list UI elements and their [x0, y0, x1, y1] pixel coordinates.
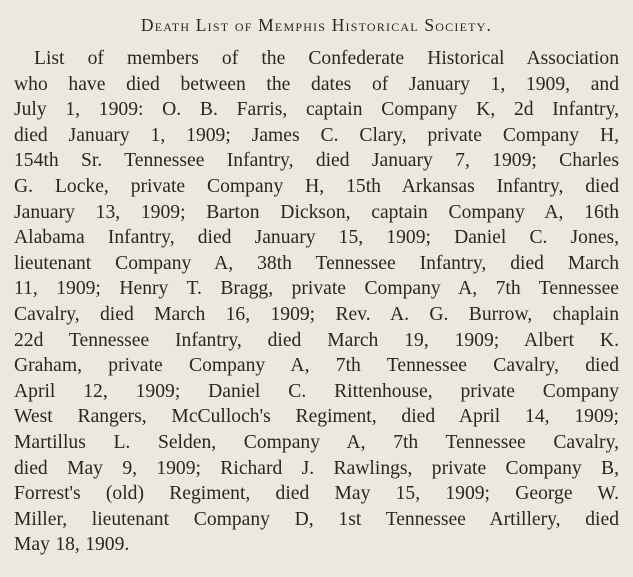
text-line: 22d Tennessee Infantry, died March 19, 1909; Albert K. [14, 329, 619, 351]
text-line: Alabama Infantry, died January 15, 1909; Daniel C. Jones, [14, 227, 619, 249]
text-line: died May 9, 1909; Richard J. Rawlings, private Company B, [14, 457, 619, 479]
text-line: Forrest's (old) Regiment, died May 15, 1909; George W. [14, 483, 619, 505]
text-line: Graham, private Company A, 7th Tennessee Cavalry, died [14, 355, 619, 377]
text-line: West Rangers, McCulloch's Regiment, died April 14, 1909; [14, 406, 619, 428]
text-line: G. Locke, private Company H, 15th Arkansas Infantry, died [14, 175, 619, 197]
document-title: Death List of Memphis Historical Society. [140, 15, 493, 35]
text-line: April 12, 1909; Daniel C. Rittenhouse, private Company [14, 380, 619, 402]
text-line: July 1, 1909: O. B. Farris, captain Company K, 2d Infantry, [14, 99, 619, 121]
text-line: 11, 1909; Henry T. Bragg, private Company A, 7th Tennessee [14, 278, 619, 300]
text-line: 154th Sr. Tennessee Infantry, died January 7, 1909; Charles [14, 150, 619, 172]
text-line: lieutenant Company A, 38th Tennessee Infantry, died March [14, 252, 619, 274]
text-line: List of members of the Confederate Historical Association [34, 48, 619, 69]
text-line: Martillus L. Selden, Company A, 7th Tennessee Cavalry, [14, 431, 619, 453]
text-line: died January 1, 1909; James C. Clary, private Company H, [14, 124, 619, 146]
document-paragraph [14, 46, 619, 558]
text-line: Miller, lieutenant Company D, 1st Tennessee Artillery, died [14, 508, 619, 530]
text-line: May 18, 1909. [14, 534, 130, 556]
text-line: January 13, 1909; Barton Dickson, captain Company A, 16th [14, 201, 619, 223]
text-line: who have died between the dates of January 1, 1909, and [14, 73, 619, 95]
text-line: Cavalry, died March 16, 1909; Rev. A. G. Burrow, chaplain [14, 303, 619, 325]
